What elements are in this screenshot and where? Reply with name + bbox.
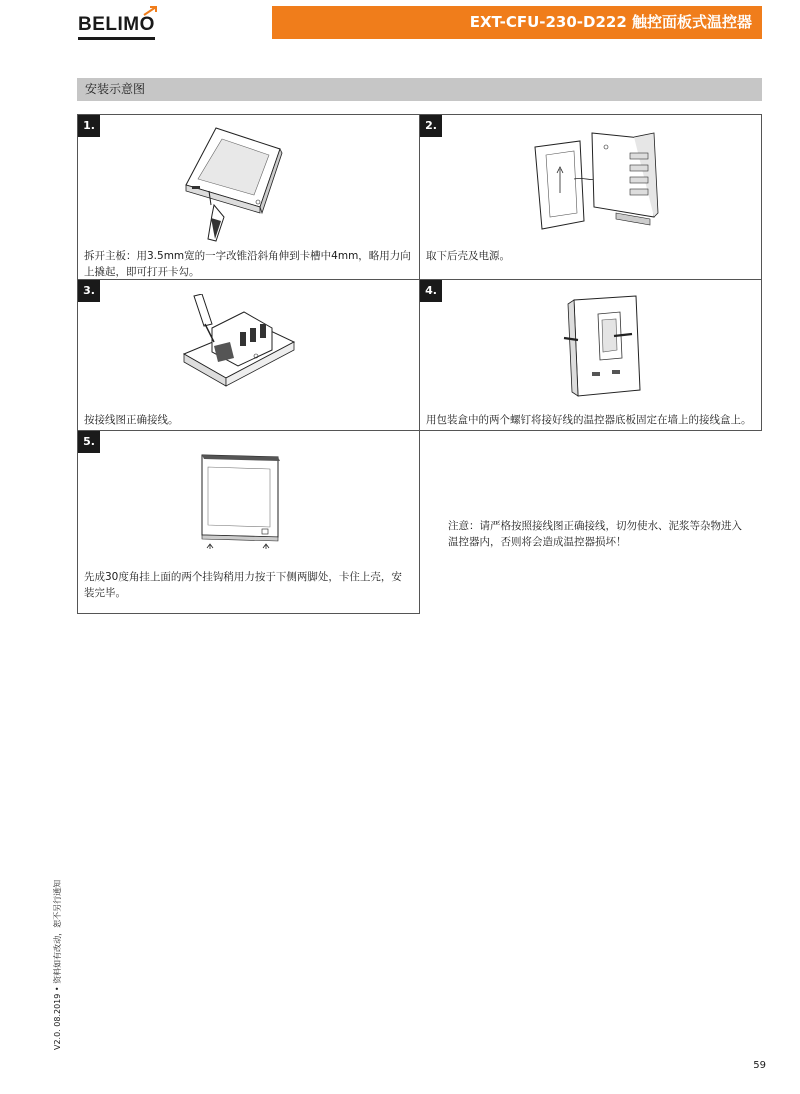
logo-arrow-icon: [143, 6, 157, 16]
remove-back-shell-illustration: [532, 129, 662, 234]
caption-line: 装完毕。: [84, 587, 126, 599]
step-5-panel: [77, 430, 420, 614]
note-line: 注意：请严格按照接线图正确接线，切勿使水、泥浆等杂物进入: [448, 520, 742, 532]
caption-line: 先成30度角挂上面的两个挂钩稍用力按于下侧两脚处，卡住上壳，安: [84, 571, 402, 583]
wiring-illustration: [182, 294, 302, 398]
step-4-panel: [419, 279, 762, 431]
caption-line: 拆开主板：用3.5mm宽的一字改锥沿斜角伸到卡槽中4mm，略用力向: [84, 250, 411, 262]
step-1-panel: [77, 114, 420, 280]
logo-text: BELIMO: [78, 14, 155, 35]
version-notice: V2.0. 08.2019 • 资料如有改动，恕不另行通知: [53, 879, 62, 1050]
step-1-caption: [84, 248, 416, 280]
note-line: 温控器内，否则将会造成温控器损坏！: [448, 536, 627, 548]
attach-front-panel-illustration: [196, 449, 296, 549]
step-3-caption: [84, 412, 416, 428]
step-4-number: 4.: [420, 280, 442, 302]
caption-line: 按接线图正确接线。: [84, 414, 179, 426]
step-1-number: 1.: [78, 115, 100, 137]
belimo-logo: [78, 14, 155, 36]
step-2-number: 2.: [420, 115, 442, 137]
page-number: 59: [753, 1060, 766, 1071]
step-5-number: 5.: [78, 431, 100, 453]
step-2-caption: [426, 248, 758, 264]
mount-base-plate-illustration: [562, 294, 648, 398]
caption-line: 上撬起，即可打开卡勾。: [84, 266, 200, 278]
caption-line: 用包装盒中的两个螺钉将接好线的温控器底板固定在墙上的接线盒上。: [426, 414, 752, 426]
step-5-caption: [84, 569, 416, 601]
document-title: EXT-CFU-230-D222 触控面板式温控器: [469, 13, 752, 31]
section-heading: [77, 78, 762, 101]
step-2-panel: [419, 114, 762, 280]
step-4-caption: [426, 412, 758, 428]
logo-underline: [78, 37, 155, 40]
warning-note: [448, 518, 768, 550]
remove-front-panel-illustration: [178, 123, 298, 248]
header-title-bar: [272, 6, 762, 39]
step-3-panel: [77, 279, 420, 431]
caption-line: 取下后壳及电源。: [426, 250, 510, 262]
step-3-number: 3.: [78, 280, 100, 302]
section-title: 安装示意图: [85, 82, 146, 96]
